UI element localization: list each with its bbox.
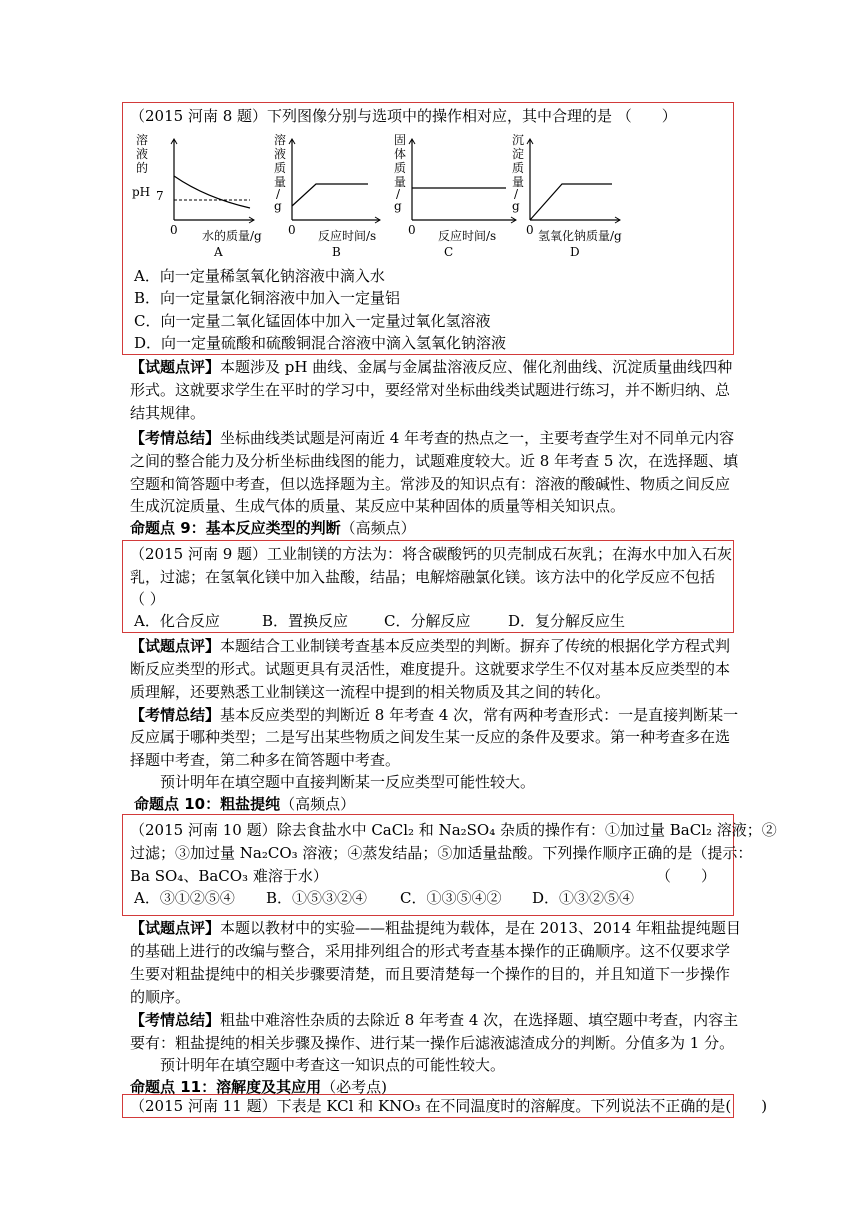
graph-d-ylabel-2: 淀 (512, 147, 525, 161)
comment-8-text-1: 本题涉及 pH 曲线、金属与金属盐溶液反应、催化剂曲线、沉淀质量曲线四种 (220, 358, 733, 376)
summary-9-line-1 (130, 705, 738, 725)
comment-10-line-3: 生要对粗盐提纯中的相关步骤要清楚，而且要清楚每一个操作的目的，并且知道下一步操作 (130, 965, 731, 983)
question-10-answer-paren: （ ） (656, 867, 717, 885)
comment-8-heading: 【试题点评】 (130, 358, 221, 376)
point-10-title: 命题点 10：粗盐提纯 (134, 795, 281, 813)
graph-c-origin: 0 (408, 223, 416, 237)
graph-a-ylabel (132, 132, 164, 203)
graph-b-letter: B (332, 245, 341, 259)
graph-c-xlabel: 反应时间/s (438, 229, 497, 243)
graph-b-origin: 0 (288, 223, 296, 237)
question-9-option-c: C．分解反应 (384, 612, 471, 630)
point-9-heading (130, 518, 416, 538)
comment-9-line-3: 质理解，还要熟悉工业制镁这一流程中提到的相关物质及其之间的转化。 (130, 683, 611, 701)
graph-a-letter: A (214, 245, 223, 259)
comment-9-text-1: 本题结合工业制镁考查基本反应类型的判断。摒弃了传统的根据化学方程式判 (220, 637, 731, 655)
point-10-heading (134, 794, 355, 814)
question-10-option-a: A．③①②⑤④ (134, 889, 235, 907)
question-8-graphs (126, 132, 732, 266)
graph-c-letter: C (444, 245, 454, 259)
graph-a (126, 132, 266, 266)
graph-b (268, 132, 408, 266)
graph-d-ylabel-6: g (512, 199, 520, 213)
summary-9-line-3: 择题中考查，第二种多在简答题中考查。 (130, 751, 401, 769)
graph-a-ylabel-2: 液 (136, 147, 149, 161)
summary-10-line-3: 预计明年在填空题中考查这一知识点的可能性较大。 (160, 1056, 506, 1074)
comment-8-line-3: 结其规律。 (130, 404, 206, 422)
summary-9-line-4: 预计明年在填空题中直接判断某一反应类型可能性较大。 (160, 773, 536, 791)
comment-9-line-1 (130, 636, 730, 656)
point-11-title: 命题点 11：溶解度及其应用 (130, 1078, 322, 1096)
graph-a-ylabel-1: 溶 (136, 133, 149, 147)
summary-8-heading: 【考情总结】 (130, 429, 221, 447)
summary-10-text-1: 粗盐中难溶性杂质的去除近 8 年考查 4 次，在选择题、填空题中考查，内容主 (220, 1011, 739, 1029)
graph-d-ylabel-1: 沉 (512, 133, 525, 147)
summary-8-line-3: 空题和简答题中考查，但以选择题为主。常涉及的知识点有：溶液的酸碱性、物质之间反应 (130, 475, 731, 493)
question-10-line-2: 过滤；③加过量 Na₂CO₃ 溶液；④蒸发结晶；⑤加适量盐酸。下列操作顺序正确的是（提示： (130, 844, 753, 862)
graph-c-ylabel-4: 量 (394, 175, 407, 189)
graph-b-curve (292, 184, 368, 206)
question-9-option-d: D．复分解反应生 (508, 612, 626, 630)
question-9-line-3: （ ） (130, 590, 165, 608)
question-10-line-1: （2015 河南 10 题）除去食盐水中 CaCl₂ 和 Na₂SO₄ 杂质的操作有：①加过量 BaCl₂ 溶液；② (130, 821, 777, 839)
point-11-frequency: （必考点) (321, 1078, 387, 1096)
graph-d-ylabel-5: / (514, 187, 519, 201)
graph-d-ylabel (512, 133, 524, 213)
comment-10-text-1: 本题以教材中的实验——粗盐提纯为载体，是在 2013、2014 年粗盐提纯题目 (220, 919, 741, 937)
comment-10-line-1 (130, 918, 741, 938)
graph-c-ylabel-1: 固 (394, 133, 407, 147)
graph-b-ylabel-3: 质 (274, 161, 287, 175)
graph-d-ylabel-4: 量 (512, 175, 525, 189)
comment-8-line-1 (130, 357, 732, 377)
summary-9-line-2: 反应属于哪种类型；二是写出某些物质之间发生某一反应的条件及要求。第一种考查多在选 (130, 728, 731, 746)
graph-c-ylabel-2: 体 (394, 147, 407, 161)
graph-c-ylabel-5: / (396, 187, 401, 201)
comment-8-line-2: 形式。这就要求学生在平时的学习中，要经常对坐标曲线类试题进行练习，并不断归纳、总 (130, 381, 731, 399)
graph-b-ylabel-1: 溶 (274, 133, 287, 147)
graph-d-origin: 0 (526, 223, 534, 237)
comment-10-line-4: 的顺序。 (130, 988, 191, 1006)
summary-10-line-1 (130, 1010, 738, 1030)
question-10-option-b: B．①⑤③②④ (266, 889, 368, 907)
question-8-option-b: B．向一定量氯化铜溶液中加入一定量铝 (134, 289, 401, 307)
graph-a-origin: 0 (170, 223, 178, 237)
summary-9-text-1: 基本反应类型的判断近 8 年考查 4 次，常有两种考查形式：一是直接判断某一 (220, 706, 739, 724)
graph-a-ylabel-3: 的 (136, 161, 149, 175)
summary-10-line-2: 要有：粗盐提纯的相关步骤及操作、进行某一操作后滤液滤渣成分的判断。分值多为 1 分。 (130, 1034, 735, 1052)
graph-a-xlabel: 水的质量/g (202, 229, 262, 243)
question-8-option-c: C．向一定量二氧化锰固体中加入一定量过氧化氢溶液 (134, 312, 491, 330)
comment-9-line-2: 断反应类型的形式。试题更具有灵活性，难度提升。这就要求学生不仅对基本反应类型的本 (130, 660, 731, 678)
graph-c-ylabel-6: g (394, 199, 402, 213)
graph-d-xlabel: 氢氧化钠质量/g (538, 229, 622, 243)
graph-a-ph7-label: 7 (156, 189, 164, 203)
question-8-option-a: A．向一定量稀氢氧化钠溶液中滴入水 (134, 267, 385, 285)
summary-8-line-4: 生成沉淀质量、生成气体的质量、某反应中某种固体的质量等相关知识点。 (130, 497, 626, 515)
graph-a-ylabel-4: pH (132, 185, 151, 199)
question-9-line-2: 乳，过滤；在氢氧化镁中加入盐酸，结晶；电解熔融氯化镁。该方法中的化学反应不包括 (130, 568, 716, 586)
graph-d-letter: D (570, 245, 580, 259)
summary-8-text-1: 坐标曲线类试题是河南近 4 年考查的热点之一，主要考查学生对不同单元内容 (220, 429, 735, 447)
graph-b-ylabel-5: / (276, 187, 281, 201)
graph-d-ylabel-3: 质 (512, 161, 525, 175)
graph-c-ylabel (394, 133, 406, 213)
graph-c (388, 132, 528, 266)
question-9-option-a: A．化合反应 (134, 612, 220, 630)
graph-d (508, 132, 678, 266)
summary-8-line-1 (130, 428, 734, 448)
graph-b-ylabel-2: 液 (274, 147, 287, 161)
question-10-option-d: D．①③②⑤④ (532, 889, 635, 907)
graph-b-ylabel-4: 量 (274, 175, 287, 189)
question-8-stem: （2015 河南 8 题）下列图像分别与选项中的操作相对应，其中合理的是 （ ） (130, 107, 677, 125)
point-9-frequency: （高频点） (340, 519, 416, 537)
comment-9-heading: 【试题点评】 (130, 637, 221, 655)
question-11-line-1: （2015 河南 11 题）下表是 KCl 和 KNO₃ 在不同温度时的溶解度。下列说法不正确的是( ) (130, 1097, 768, 1115)
graph-b-xlabel: 反应时间/s (318, 229, 377, 243)
comment-10-line-2: 的基础上进行的改编与整合，采用排列组合的形式考查基本操作的正确顺序。这不仅要求学 (130, 942, 731, 960)
question-8-option-d: D．向一定量硫酸和硫酸铜混合溶液中滴入氢氧化钠溶液 (134, 334, 507, 352)
comment-10-heading: 【试题点评】 (130, 919, 221, 937)
graph-c-ylabel-3: 质 (394, 161, 407, 175)
question-9-line-1: （2015 河南 9 题）工业制镁的方法为：将含碳酸钙的贝壳制成石灰乳；在海水中加入石灰 (130, 545, 733, 563)
question-10-line-3: Ba SO₄、BaCO₃ 难溶于水） (130, 867, 328, 885)
summary-9-heading: 【考情总结】 (130, 706, 221, 724)
point-10-frequency: （高频点） (280, 795, 356, 813)
graph-b-ylabel-6: g (274, 199, 282, 213)
question-10-option-c: C．①③⑤④② (400, 889, 502, 907)
summary-10-heading: 【考情总结】 (130, 1011, 221, 1029)
graph-d-curve (530, 184, 612, 220)
graph-b-ylabel (274, 132, 286, 213)
point-9-title: 命题点 9：基本反应类型的判断 (130, 519, 341, 537)
graph-a-curve (174, 176, 250, 208)
question-9-option-b: B．置换反应 (262, 612, 349, 630)
summary-8-line-2: 之间的整合能力及分析坐标曲线图的能力，试题难度较大。近 8 年考查 5 次，在选择题、填 (130, 452, 739, 470)
